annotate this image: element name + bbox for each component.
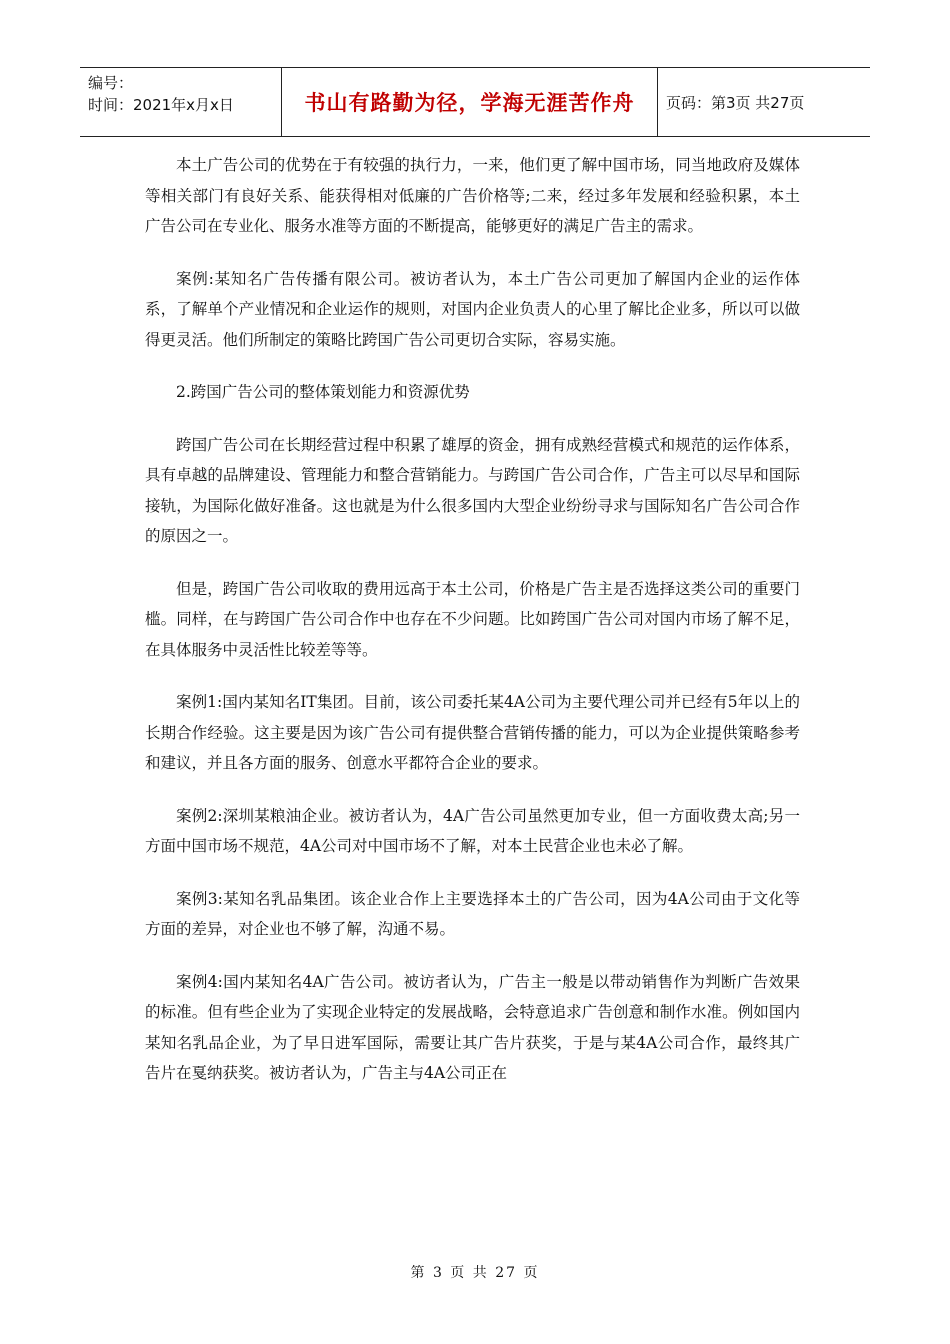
number-label: 编号： (88, 74, 134, 92)
paragraph: 但是，跨国广告公司收取的费用远高于本土公司，价格是广告主是否选择这类公司的重要门槛。同样，在与跨国广告公司合作中也存在不少问题。比如跨国广告公司对国内市场了解不足，在具体服务中灵活性比较差等等。 (145, 579, 800, 659)
paragraph: 案例2:深圳某粮油企业。被访者认为，4A广告公司虽然更加专业，但一方面收费太高;另一方面中国市场不规范，4A公司对中国市场不了解，对本土民营企业也未必了解。 (145, 806, 800, 855)
section-heading: 2.跨国广告公司的整体策划能力和资源优势 (176, 383, 470, 401)
header-page-code: 页码：第3页 共27页 (666, 93, 805, 112)
document-body (145, 150, 800, 1111)
paragraph: 案例:某知名广告传播有限公司。被访者认为，本土广告公司更加了解国内企业的运作体系，了解单个产业情况和企业运作的规则，对国内企业负责人的心里了解比企业多，所以可以做得更灵活。他们所制定的策略比跨国广告公司更切合实际，容易实施。 (145, 269, 800, 349)
paragraph: 本土广告公司的优势在于有较强的执行力，一来，他们更了解中国市场，同当地政府及媒体等相关部门有良好关系、能获得相对低廉的广告价格等;二来，经过多年发展和经验积累，本土广告公司在专业化、服务水准等方面的不断提高，能够更好的满足广告主的需求。 (145, 156, 800, 235)
header-motto: 书山有路勤为径，学海无涯苦作舟 (282, 68, 658, 136)
page-header (80, 67, 870, 137)
paragraph: 跨国广告公司在长期经营过程中积累了雄厚的资金，拥有成熟经营模式和规范的运作体系，具有卓越的品牌建设、管理能力和整合营销能力。与跨国广告公司合作，广告主可以尽早和国际接轨，为国际化做好准备。这也就是为什么很多国内大型企业纷纷寻求与国际知名广告公司合作的原因之一。 (145, 435, 800, 545)
time-label: 时间：2021年x月x日 (88, 96, 234, 114)
paragraph: 案例1:国内某知名IT集团。目前，该公司委托某4A公司为主要代理公司并已经有5年以上的长期合作经验。这主要是因为该广告公司有提供整合营销传播的能力，可以为企业提供策略参考和建议，并且各方面的服务、创意水平都符合企业的要求。 (145, 693, 800, 772)
header-meta (80, 68, 282, 136)
paragraph: 案例4:国内某知名4A广告公司。被访者认为，广告主一般是以带动销售作为判断广告效果的标准。但有些企业为了实现企业特定的发展战略，会特意追求广告创意和制作水准。例如国内某知名乳品企业，为了早日进军国际，需要让其广告片获奖，于是与某4A公司合作，最终其广告片在戛纳获奖。被访者认为，广告主与4A公司正在 (145, 972, 800, 1082)
page-footer: 第 3 页 共 27 页 (410, 1265, 540, 1281)
paragraph: 案例3:某知名乳品集团。该企业合作上主要选择本土的广告公司，因为4A公司由于文化等方面的差异，对企业也不够了解，沟通不易。 (145, 889, 800, 938)
